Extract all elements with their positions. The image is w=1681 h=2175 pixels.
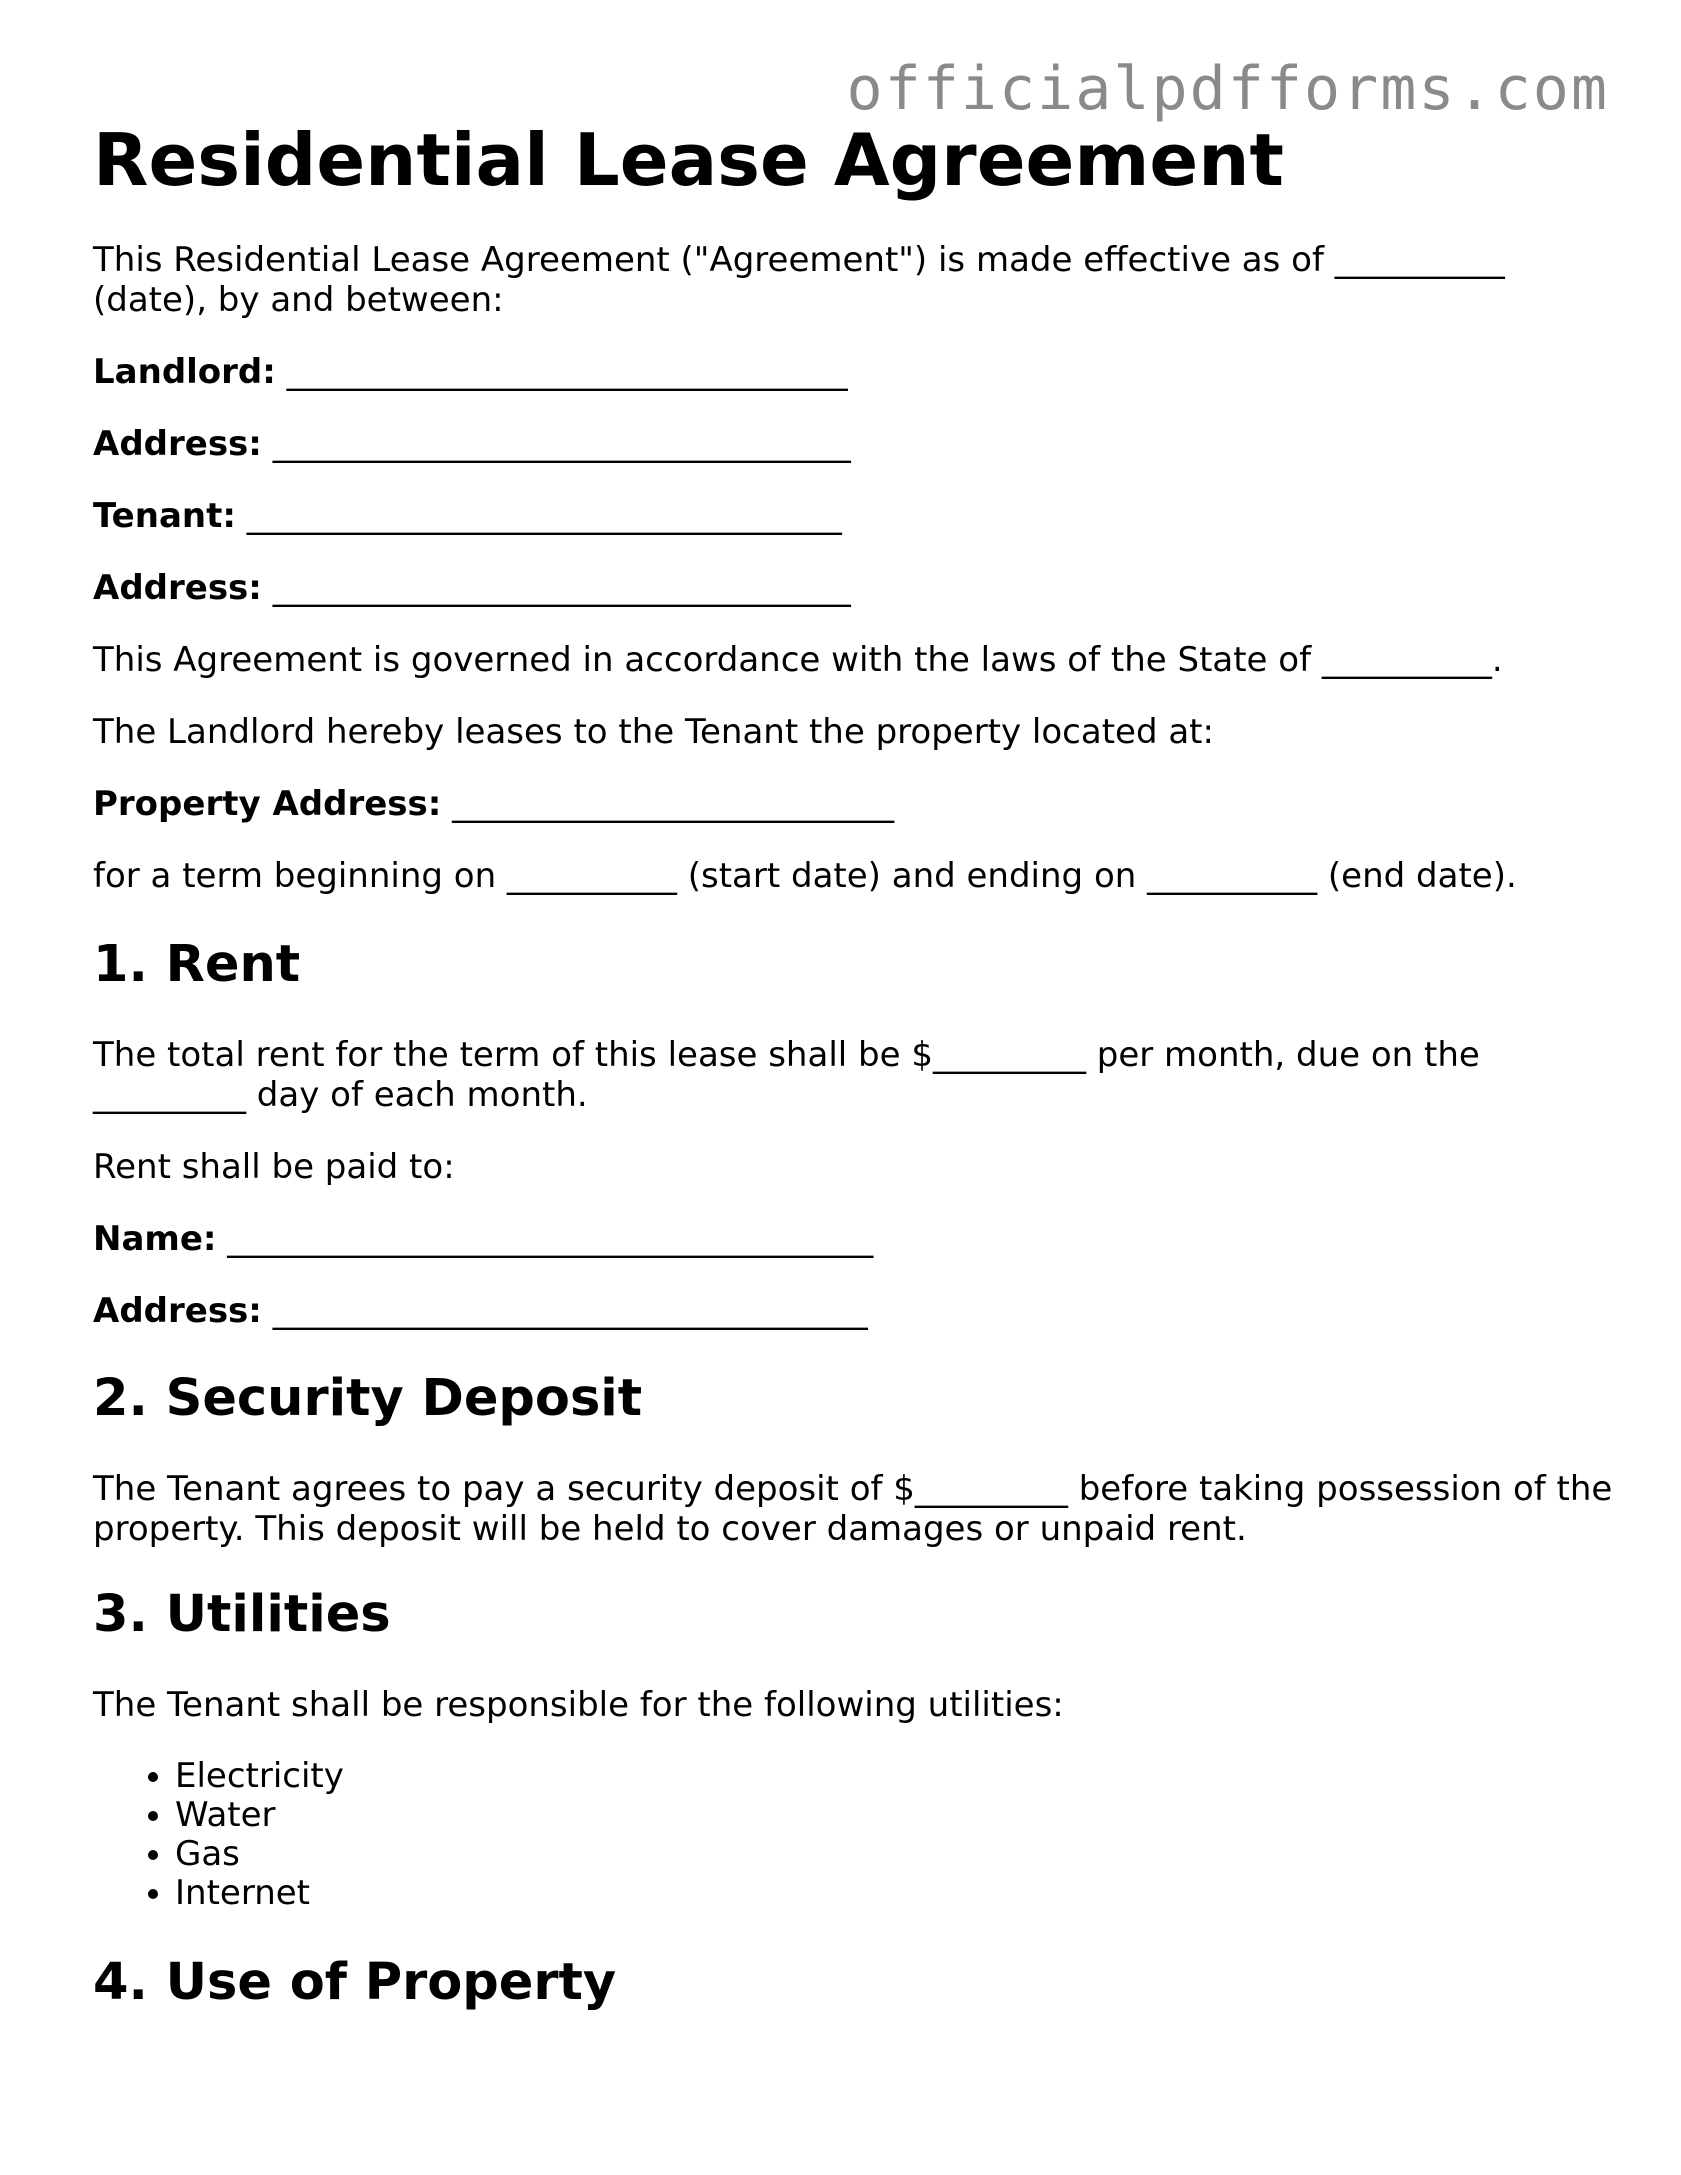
section-heading-security-deposit: 2. Security Deposit: [93, 1369, 643, 1428]
property-address-blank: __________________________: [441, 784, 895, 824]
list-item: • Electricity: [175, 1757, 344, 1796]
intro-line-2: (date), by and between:: [93, 280, 504, 320]
rent-line-1: The total rent for the term of this lease shall be $_________ per month, due on the: [93, 1035, 1480, 1075]
rent-paragraph: [93, 1035, 1480, 1115]
landlord-address-blank: __________________________________: [261, 424, 851, 464]
payee-name-blank: ______________________________________: [216, 1219, 874, 1259]
governing-law-paragraph: This Agreement is governed in accordance with the laws of the State of __________.: [93, 640, 1503, 680]
utilities-intro: The Tenant shall be responsible for the following utilities:: [93, 1685, 1064, 1725]
list-item: • Water: [175, 1796, 344, 1835]
term-paragraph: for a term beginning on __________ (start date) and ending on __________ (end date).: [93, 856, 1517, 896]
landlord-address-field: [93, 424, 851, 464]
list-item: • Gas: [175, 1835, 344, 1874]
watermark: officialpdfforms.com: [846, 54, 1609, 124]
tenant-address-label: Address:: [93, 568, 262, 608]
tenant-label: Tenant:: [93, 496, 236, 536]
rent-line-2: _________ day of each month.: [93, 1075, 588, 1115]
tenant-blank: ___________________________________: [235, 496, 842, 536]
landlord-label: Landlord:: [93, 352, 276, 392]
payee-name-label: Name:: [93, 1219, 217, 1259]
tenant-field: [93, 496, 842, 536]
landlord-field: [93, 352, 848, 392]
payee-address-blank: ___________________________________: [261, 1291, 868, 1331]
deposit-line-1: The Tenant agrees to pay a security deposit of $_________ before taking possession of the: [93, 1469, 1613, 1509]
landlord-blank: _________________________________: [275, 352, 848, 392]
tenant-address-field: [93, 568, 851, 608]
intro-paragraph: [93, 240, 1505, 320]
deposit-line-2: property. This deposit will be held to cover damages or unpaid rent.: [93, 1509, 1247, 1549]
deposit-paragraph: [93, 1469, 1612, 1549]
payee-address-label: Address:: [93, 1291, 262, 1331]
document-title: Residential Lease Agreement: [93, 118, 1284, 202]
section-heading-use-of-property: 4. Use of Property: [93, 1953, 617, 2012]
property-address-label: Property Address:: [93, 784, 442, 824]
list-item: • Internet: [175, 1874, 344, 1913]
lease-statement: The Landlord hereby leases to the Tenant the property located at:: [93, 712, 1214, 752]
landlord-address-label: Address:: [93, 424, 262, 464]
tenant-address-blank: __________________________________: [261, 568, 851, 608]
section-heading-rent: 1. Rent: [93, 935, 301, 994]
section-heading-utilities: 3. Utilities: [93, 1585, 391, 1644]
payee-name-field: [93, 1219, 873, 1259]
property-address-field: [93, 784, 894, 824]
utilities-list: [93, 1757, 344, 1913]
rent-paid-to: Rent shall be paid to:: [93, 1147, 455, 1187]
payee-address-field: [93, 1291, 868, 1331]
intro-line-1: This Residential Lease Agreement ("Agreement") is made effective as of __________: [93, 240, 1505, 280]
